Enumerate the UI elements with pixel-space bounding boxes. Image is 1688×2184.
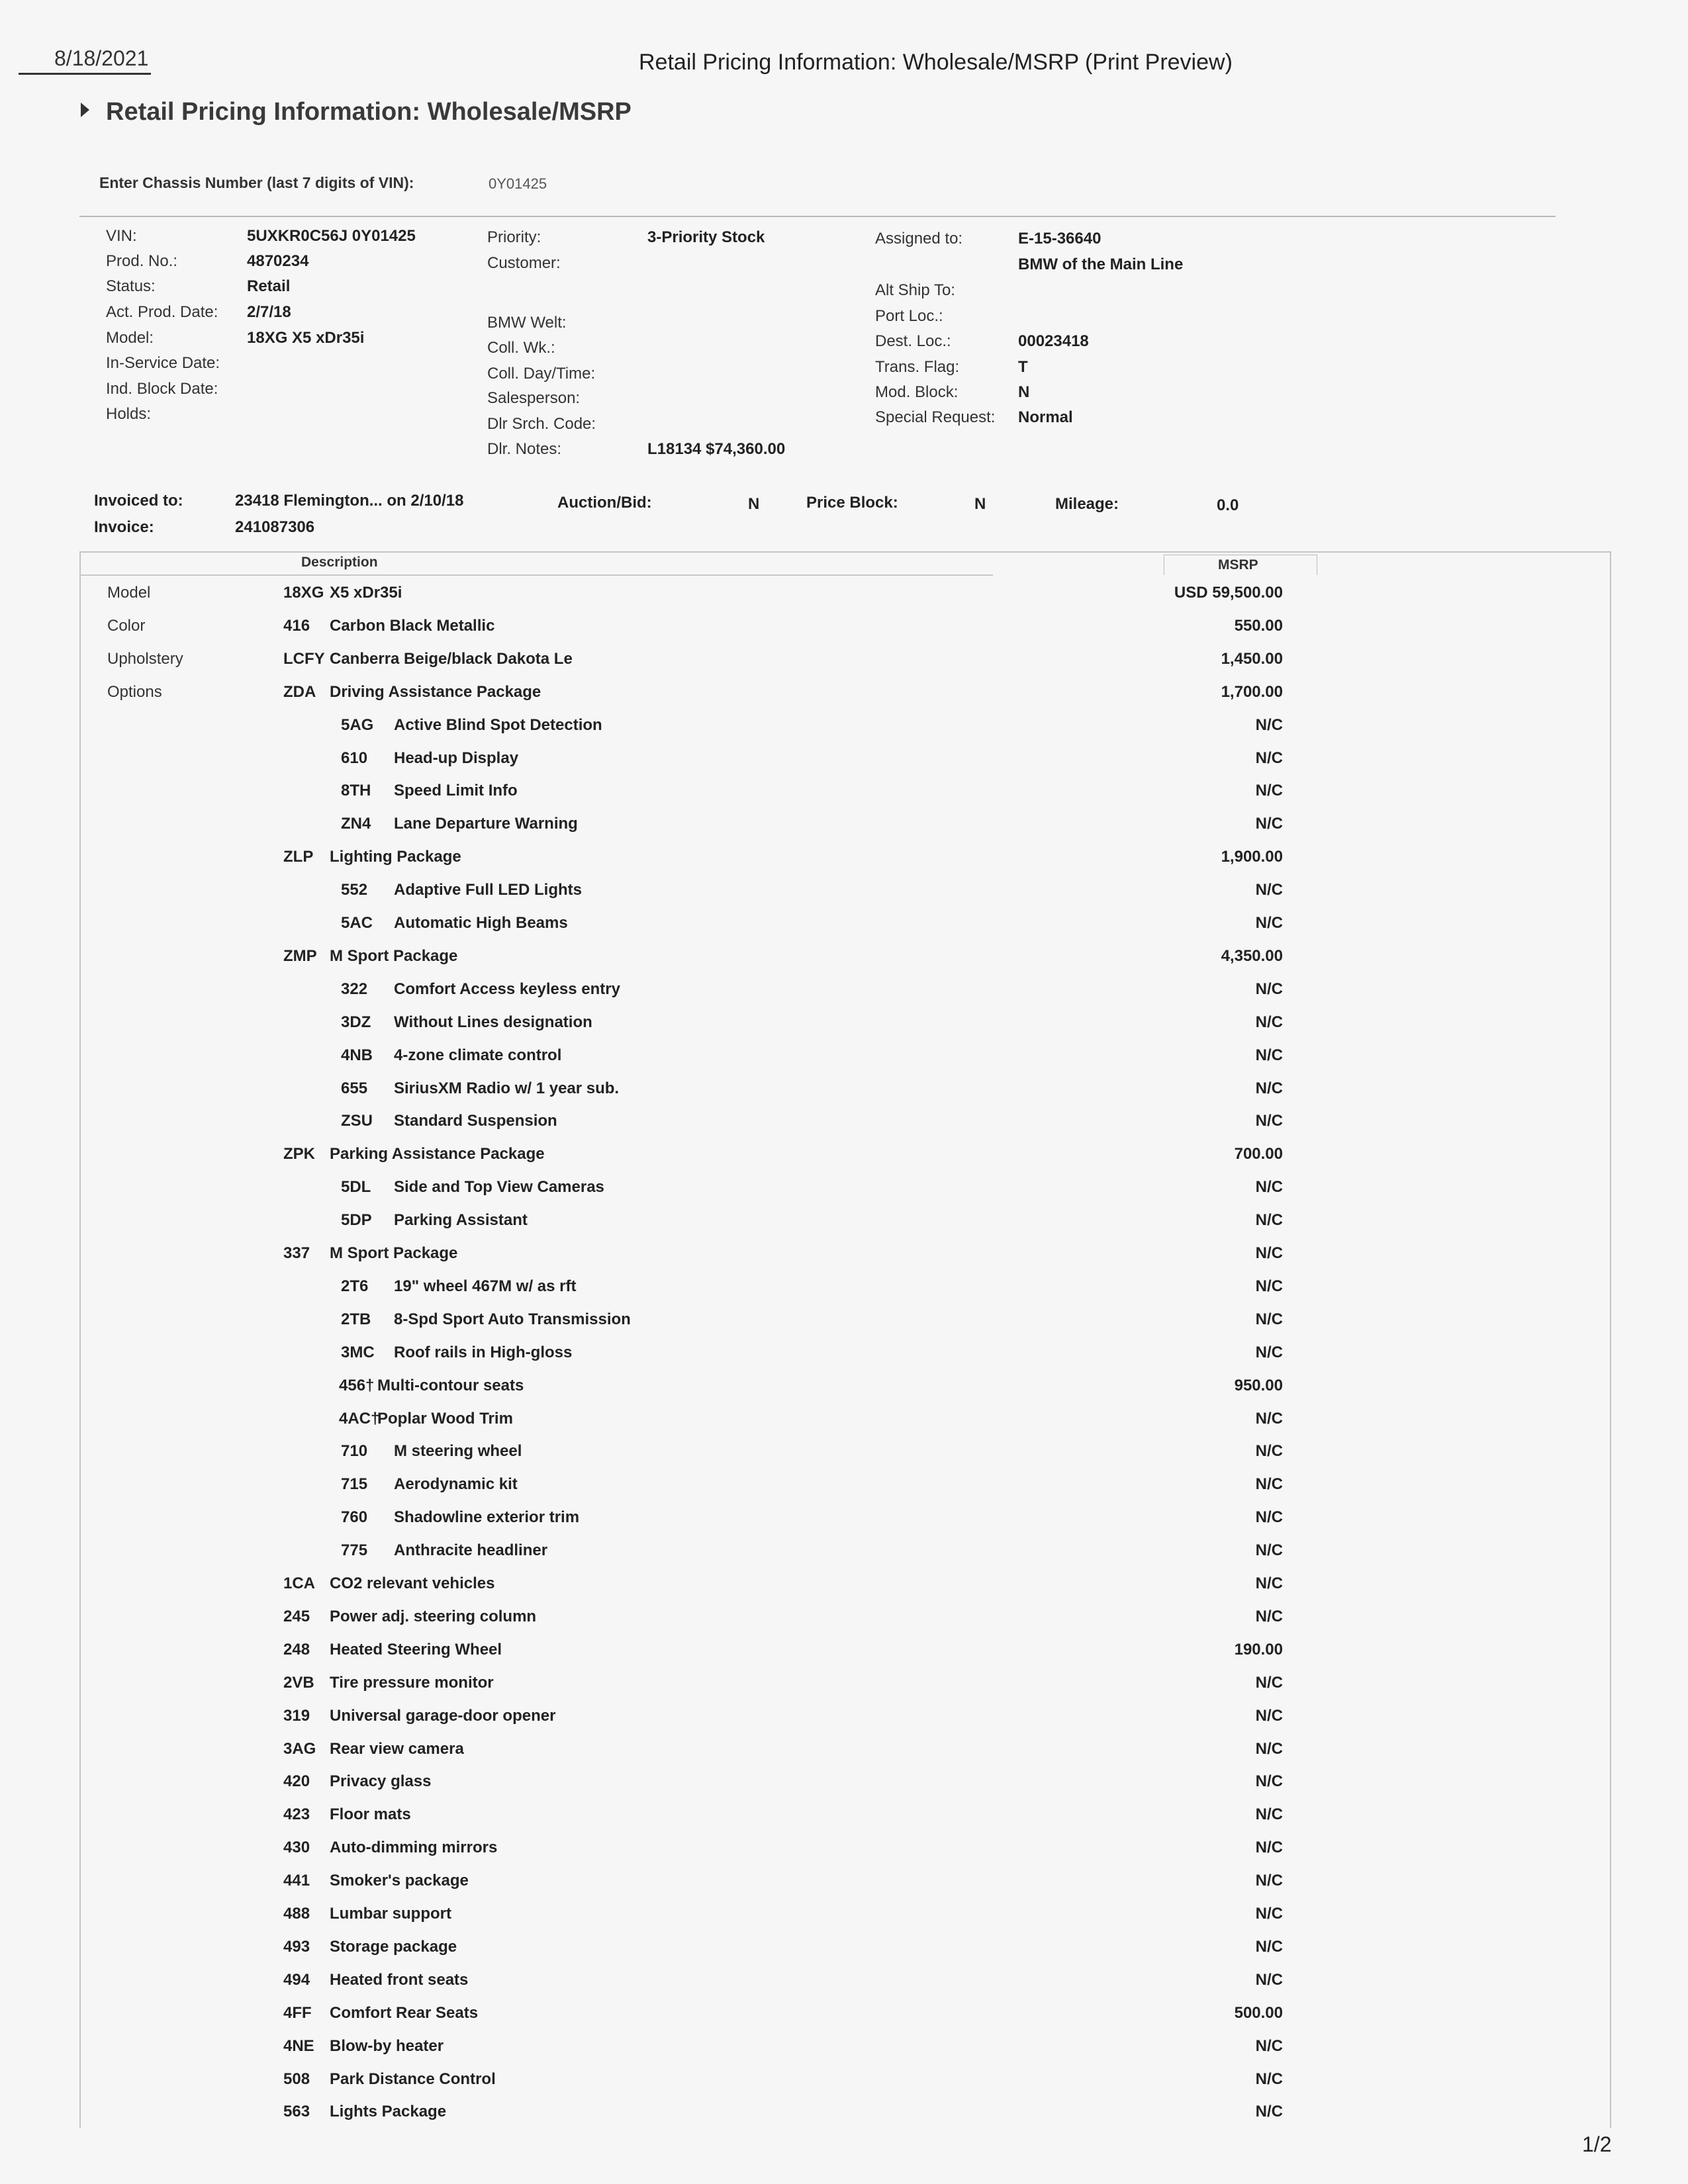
option-code: 5AC	[341, 914, 373, 932]
table-row	[0, 2004, 1688, 2033]
info-label: Customer:	[487, 254, 561, 272]
option-code: 552	[341, 881, 368, 899]
info-value: N	[1018, 383, 1030, 401]
option-description: Power adj. steering column	[330, 1608, 537, 1625]
option-description: Blow-by heater	[330, 2037, 444, 2055]
option-price: N/C	[1255, 1013, 1283, 1031]
row-category: Upholstery	[107, 650, 183, 668]
table-row	[0, 1574, 1688, 1604]
option-price: N/C	[1255, 1277, 1283, 1295]
option-price: N/C	[1255, 1772, 1283, 1790]
option-description: Automatic High Beams	[394, 914, 568, 932]
option-code: 319	[283, 1707, 310, 1725]
option-price: N/C	[1255, 1574, 1283, 1592]
option-price: 500.00	[1234, 2004, 1283, 2022]
option-description: M steering wheel	[394, 1442, 522, 1460]
table-row	[0, 716, 1688, 745]
info-label: Act. Prod. Date:	[106, 303, 218, 321]
option-code: 493	[283, 1938, 310, 1956]
option-code: 760	[341, 1508, 368, 1526]
option-price: N/C	[1255, 1541, 1283, 1559]
info-label: Mod. Block:	[875, 383, 959, 401]
option-description: Head-up Display	[394, 749, 519, 767]
option-description: Auto-dimming mirrors	[330, 1839, 498, 1856]
option-description: X5 xDr35i	[330, 584, 402, 602]
option-description: Canberra Beige/black Dakota Le	[330, 650, 573, 668]
option-price: N/C	[1255, 914, 1283, 932]
option-code: 1CA	[283, 1574, 316, 1592]
option-price: N/C	[1255, 1872, 1283, 1889]
info-label: BMW Welt:	[487, 314, 567, 332]
option-price: 190.00	[1234, 1641, 1283, 1659]
option-code: 416	[283, 617, 310, 635]
table-row	[0, 1377, 1688, 1406]
info-label: Special Request:	[875, 408, 996, 426]
option-price: 950.00	[1234, 1377, 1283, 1394]
option-description: Parking Assistant	[394, 1211, 528, 1229]
option-description: Parking Assistance Package	[330, 1145, 545, 1163]
option-description: Multi-contour seats	[377, 1377, 524, 1394]
table-row	[0, 1442, 1688, 1471]
option-code: 710	[341, 1442, 368, 1460]
table-row	[0, 815, 1688, 844]
table-row	[0, 1211, 1688, 1240]
table-row	[0, 1839, 1688, 1868]
option-price: N/C	[1255, 1938, 1283, 1956]
option-code: 456†	[339, 1377, 375, 1394]
option-description: 8-Spd Sport Auto Transmission	[394, 1310, 631, 1328]
table-row	[0, 683, 1688, 712]
option-price: N/C	[1255, 1211, 1283, 1229]
mileage-value: 0.0	[1217, 496, 1239, 514]
option-description: Carbon Black Metallic	[330, 617, 495, 635]
table-row	[0, 782, 1688, 811]
option-price: USD 59,500.00	[1174, 584, 1283, 602]
option-description: Lighting Package	[330, 848, 461, 866]
info-value: 4870234	[247, 252, 309, 270]
option-price: 1,450.00	[1221, 650, 1283, 668]
auction-value: N	[748, 495, 760, 513]
option-price: N/C	[1255, 1046, 1283, 1064]
table-row	[0, 1772, 1688, 1801]
invoiced-to-label: Invoiced to:	[94, 492, 183, 510]
table-row	[0, 1475, 1688, 1504]
table-row	[0, 617, 1688, 646]
price-block-label: Price Block:	[806, 494, 898, 512]
option-price: N/C	[1255, 1508, 1283, 1526]
table-row	[0, 1608, 1688, 1637]
table-row	[0, 2037, 1688, 2066]
option-description: Standard Suspension	[394, 1112, 557, 1130]
option-price: N/C	[1255, 1310, 1283, 1328]
option-description: Without Lines designation	[394, 1013, 592, 1031]
invoiced-to-value: 23418 Flemington... on 2/10/18	[235, 492, 464, 510]
print-header-title: Retail Pricing Information: Wholesale/MSRP (Print Preview)	[639, 50, 1233, 75]
option-code: ZPK	[283, 1145, 315, 1163]
info-value: Retail	[247, 277, 291, 295]
option-description: Heated front seats	[330, 1971, 469, 1989]
option-code: 430	[283, 1839, 310, 1856]
option-price: N/C	[1255, 815, 1283, 833]
table-row	[0, 1277, 1688, 1306]
auction-label: Auction/Bid:	[557, 494, 652, 512]
table-row	[0, 1046, 1688, 1075]
option-description: 4-zone climate control	[394, 1046, 562, 1064]
table-row	[0, 1343, 1688, 1373]
table-row	[0, 1805, 1688, 1835]
invoice-label: Invoice:	[94, 518, 154, 536]
option-price: N/C	[1255, 2103, 1283, 2120]
option-description: Heated Steering Wheel	[330, 1641, 502, 1659]
section-title: Retail Pricing Information: Wholesale/MSRP	[106, 98, 632, 126]
table-row	[0, 749, 1688, 778]
option-description: Side and Top View Cameras	[394, 1178, 604, 1196]
option-code: 2T6	[341, 1277, 369, 1295]
table-row	[0, 650, 1688, 679]
option-price: N/C	[1255, 1475, 1283, 1493]
info-value: L18134 $74,360.00	[647, 440, 786, 458]
option-code: 4FF	[283, 2004, 312, 2022]
option-description: Lights Package	[330, 2103, 447, 2120]
option-description: Poplar Wood Trim	[377, 1410, 513, 1428]
option-price: N/C	[1255, 881, 1283, 899]
info-value: Normal	[1018, 408, 1073, 426]
info-label: Port Loc.:	[875, 307, 943, 325]
option-code: 3AG	[283, 1740, 316, 1758]
table-row	[0, 1641, 1688, 1670]
option-price: N/C	[1255, 1839, 1283, 1856]
table-row	[0, 1310, 1688, 1340]
option-description: Anthracite headliner	[394, 1541, 548, 1559]
table-row	[0, 947, 1688, 976]
table-row	[0, 1145, 1688, 1174]
option-description: Lane Departure Warning	[394, 815, 578, 833]
option-price: N/C	[1255, 1079, 1283, 1097]
table-row	[0, 1971, 1688, 2000]
price-block-value: N	[974, 495, 986, 513]
option-description: Floor mats	[330, 1805, 411, 1823]
info-label: Coll. Day/Time:	[487, 365, 596, 383]
mileage-label: Mileage:	[1055, 495, 1119, 513]
option-description: Roof rails in High-gloss	[394, 1343, 573, 1361]
option-price: N/C	[1255, 1971, 1283, 1989]
page-number: 1/2	[1582, 2132, 1612, 2156]
option-code: 5AG	[341, 716, 374, 734]
info-label: Coll. Wk.:	[487, 339, 555, 357]
table-row	[0, 1112, 1688, 1141]
header-divider	[79, 216, 1556, 217]
option-code: 715	[341, 1475, 368, 1493]
option-code: ZLP	[283, 848, 314, 866]
option-price: N/C	[1255, 1674, 1283, 1692]
info-value: 2/7/18	[247, 303, 291, 321]
option-price: N/C	[1255, 1608, 1283, 1625]
option-description: Shadowline exterior trim	[394, 1508, 580, 1526]
option-code: 4NE	[283, 2037, 314, 2055]
option-code: 4NB	[341, 1046, 373, 1064]
option-price: N/C	[1255, 980, 1283, 998]
info-value: T	[1018, 358, 1028, 376]
option-price: N/C	[1255, 782, 1283, 799]
option-description: Park Distance Control	[330, 2070, 496, 2088]
option-code: 18XG	[283, 584, 324, 602]
option-code: 4AC†	[339, 1410, 380, 1428]
option-description: CO2 relevant vehicles	[330, 1574, 495, 1592]
option-price: N/C	[1255, 749, 1283, 767]
table-row	[0, 1872, 1688, 1901]
chassis-label: Enter Chassis Number (last 7 digits of VIN):	[99, 174, 414, 191]
info-value: BMW of the Main Line	[1018, 255, 1184, 273]
info-label: Dlr Srch. Code:	[487, 415, 596, 433]
option-description: Smoker's package	[330, 1872, 469, 1889]
info-label: VIN:	[106, 227, 137, 245]
option-description: M Sport Package	[330, 947, 458, 965]
option-price: N/C	[1255, 2037, 1283, 2055]
option-description: Universal garage-door opener	[330, 1707, 556, 1725]
table-row	[0, 1244, 1688, 1273]
option-price: N/C	[1255, 1410, 1283, 1428]
option-code: 2TB	[341, 1310, 371, 1328]
option-code: 3DZ	[341, 1013, 371, 1031]
info-value: E-15-36640	[1018, 230, 1102, 248]
option-description: Active Blind Spot Detection	[394, 716, 602, 734]
option-description: 19" wheel 467M w/ as rft	[394, 1277, 577, 1295]
option-description: Storage package	[330, 1938, 457, 1956]
table-row	[0, 881, 1688, 910]
option-code: 508	[283, 2070, 310, 2088]
option-price: 4,350.00	[1221, 947, 1283, 965]
table-row	[0, 2103, 1688, 2132]
info-label: Dlr. Notes:	[487, 440, 562, 458]
option-code: 563	[283, 2103, 310, 2120]
table-row	[0, 1740, 1688, 1769]
option-code: 441	[283, 1872, 310, 1889]
date-underline	[19, 73, 151, 75]
collapse-arrow-icon[interactable]	[81, 103, 89, 117]
option-price: 550.00	[1234, 617, 1283, 635]
option-code: 337	[283, 1244, 310, 1262]
table-row	[0, 1905, 1688, 1934]
chassis-input[interactable]: 0Y01425	[489, 175, 547, 192]
option-code: 5DL	[341, 1178, 371, 1196]
option-price: 700.00	[1234, 1145, 1283, 1163]
info-value: 00023418	[1018, 332, 1089, 350]
option-description: Lumbar support	[330, 1905, 451, 1923]
option-code: ZMP	[283, 947, 317, 965]
option-code: 610	[341, 749, 368, 767]
info-label: Priority:	[487, 228, 541, 246]
option-code: 245	[283, 1608, 310, 1625]
table-row	[0, 1079, 1688, 1109]
option-description: Comfort Access keyless entry	[394, 980, 620, 998]
option-code: ZDA	[283, 683, 316, 701]
option-code: LCFY	[283, 650, 325, 668]
info-label: Trans. Flag:	[875, 358, 960, 376]
description-header: Description	[301, 555, 378, 570]
info-label: Alt Ship To:	[875, 281, 955, 299]
option-code: 8TH	[341, 782, 371, 799]
option-description: M Sport Package	[330, 1244, 458, 1262]
description-header-rule	[79, 574, 993, 576]
option-code: 655	[341, 1079, 368, 1097]
option-code: 3MC	[341, 1343, 375, 1361]
option-price: N/C	[1255, 1805, 1283, 1823]
option-price: 1,700.00	[1221, 683, 1283, 701]
option-description: Comfort Rear Seats	[330, 2004, 479, 2022]
table-row	[0, 1674, 1688, 1703]
option-description: Tire pressure monitor	[330, 1674, 494, 1692]
row-category: Model	[107, 584, 151, 602]
option-code: 322	[341, 980, 368, 998]
info-label: Salesperson:	[487, 389, 581, 407]
option-description: Driving Assistance Package	[330, 683, 541, 701]
table-row	[0, 1541, 1688, 1570]
table-row	[0, 1178, 1688, 1207]
option-code: 420	[283, 1772, 310, 1790]
option-price: N/C	[1255, 2070, 1283, 2088]
table-row	[0, 1410, 1688, 1439]
print-date: 8/18/2021	[54, 46, 149, 70]
option-price: N/C	[1255, 1442, 1283, 1460]
table-row	[0, 1508, 1688, 1537]
option-price: N/C	[1255, 1343, 1283, 1361]
table-row	[0, 1938, 1688, 1967]
table-row	[0, 1707, 1688, 1736]
option-price: N/C	[1255, 1112, 1283, 1130]
table-row	[0, 914, 1688, 943]
info-label: Ind. Block Date:	[106, 380, 218, 398]
option-price: N/C	[1255, 1244, 1283, 1262]
info-label: Status:	[106, 277, 156, 295]
option-price: N/C	[1255, 1178, 1283, 1196]
info-label: Model:	[106, 329, 154, 347]
option-description: Adaptive Full LED Lights	[394, 881, 583, 899]
option-description: Privacy glass	[330, 1772, 432, 1790]
option-code: 494	[283, 1971, 310, 1989]
info-label: Holds:	[106, 405, 152, 423]
option-code: 775	[341, 1541, 368, 1559]
table-row	[0, 584, 1688, 613]
info-label: Dest. Loc.:	[875, 332, 951, 350]
option-price: N/C	[1255, 1707, 1283, 1725]
option-code: ZSU	[341, 1112, 373, 1130]
option-description: Aerodynamic kit	[394, 1475, 518, 1493]
option-code: 2VB	[283, 1674, 314, 1692]
table-row	[0, 1013, 1688, 1042]
option-code: 5DP	[341, 1211, 372, 1229]
table-row	[0, 980, 1688, 1009]
option-description: SiriusXM Radio w/ 1 year sub.	[394, 1079, 620, 1097]
option-code: 248	[283, 1641, 310, 1659]
option-code: 488	[283, 1905, 310, 1923]
row-category: Color	[107, 617, 146, 635]
table-row	[0, 848, 1688, 877]
invoice-number: 241087306	[235, 518, 315, 536]
msrp-header: MSRP	[1218, 557, 1258, 572]
option-price: N/C	[1255, 1905, 1283, 1923]
option-description: Speed Limit Info	[394, 782, 518, 799]
info-value: 5UXKR0C56J 0Y01425	[247, 227, 416, 245]
info-value: 3-Priority Stock	[647, 228, 765, 246]
option-price: N/C	[1255, 716, 1283, 734]
row-category: Options	[107, 683, 162, 701]
option-code: 423	[283, 1805, 310, 1823]
info-label: In-Service Date:	[106, 354, 220, 372]
info-label: Prod. No.:	[106, 252, 178, 270]
info-value: 18XG X5 xDr35i	[247, 329, 365, 347]
option-price: 1,900.00	[1221, 848, 1283, 866]
option-code: ZN4	[341, 815, 371, 833]
option-description: Rear view camera	[330, 1740, 464, 1758]
info-label: Assigned to:	[875, 230, 963, 248]
option-price: N/C	[1255, 1740, 1283, 1758]
table-row	[0, 2070, 1688, 2099]
